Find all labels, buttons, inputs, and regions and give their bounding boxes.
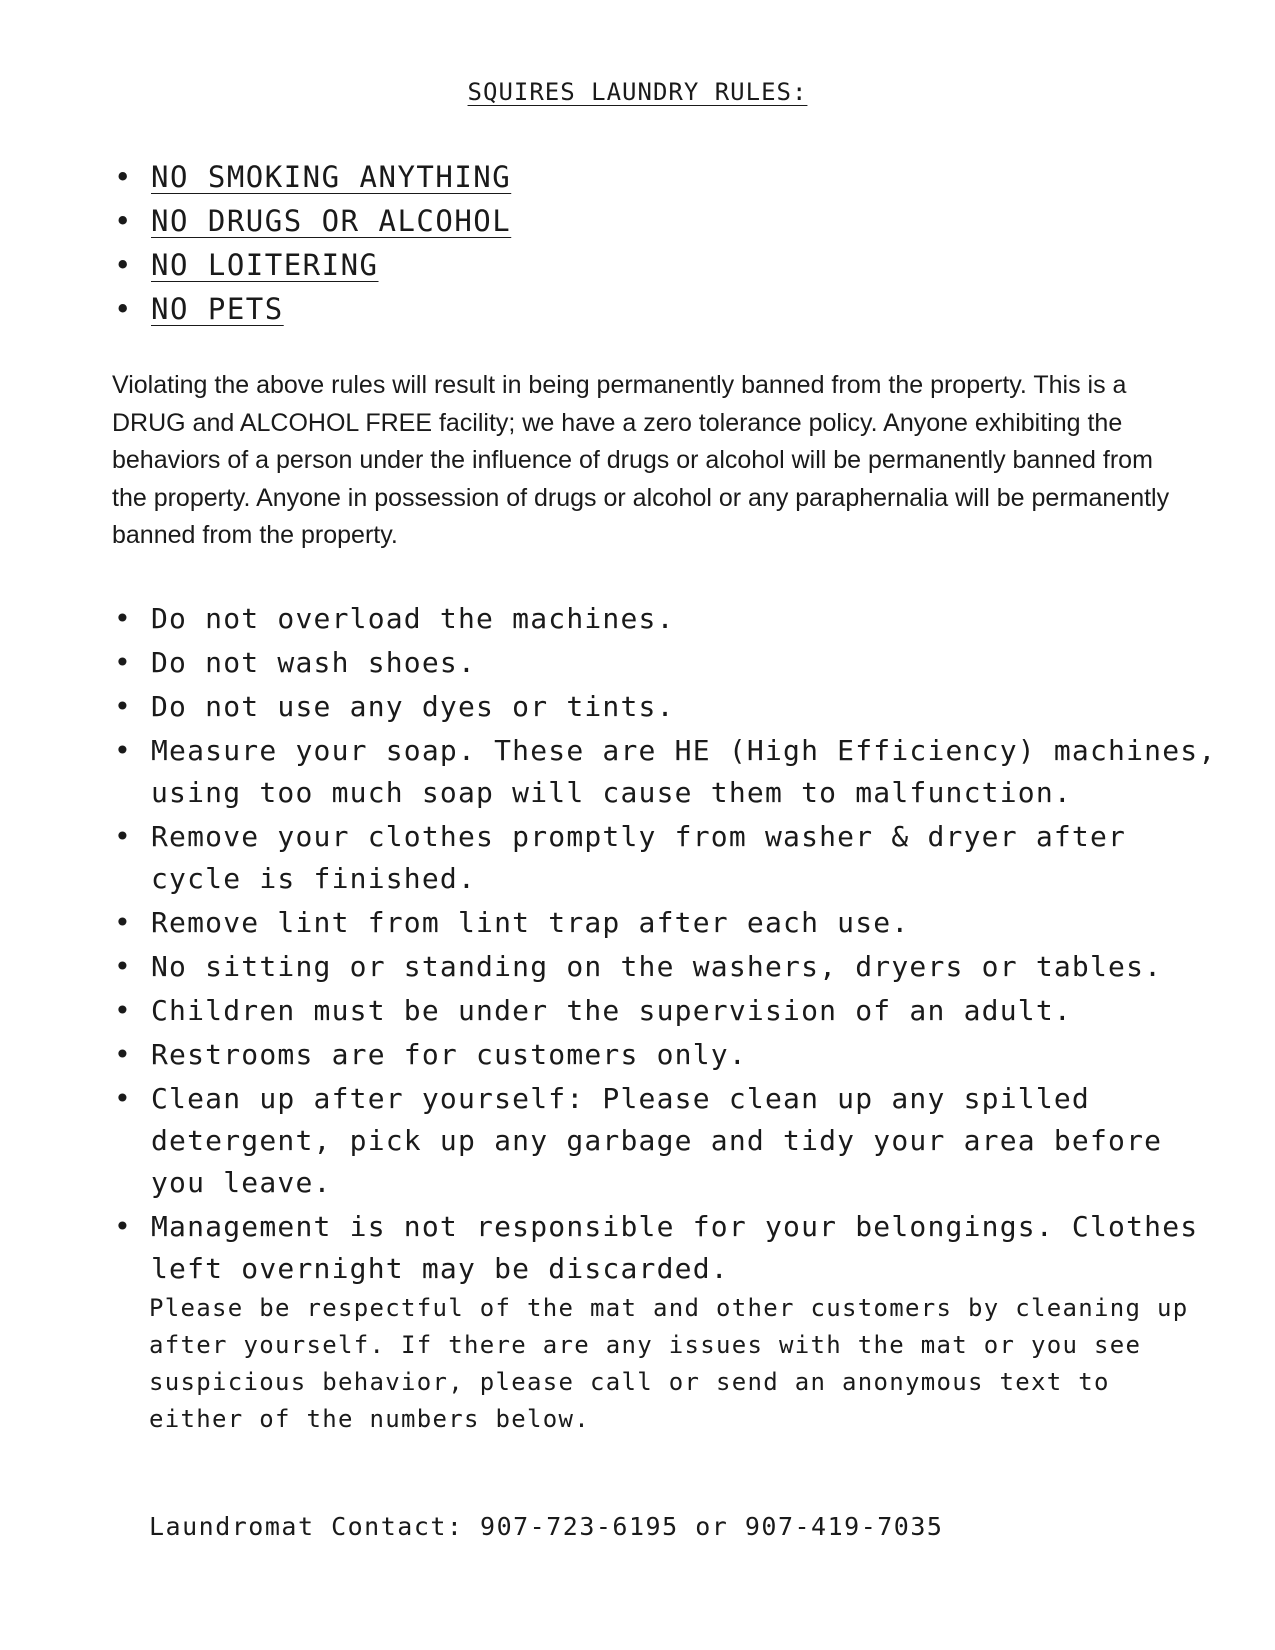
prohibition-item xyxy=(112,243,1162,287)
rule-text: No sitting or standing on the washers, dryers or tables. xyxy=(151,950,1163,983)
bullet-icon: • xyxy=(114,248,133,282)
rule-text: Do not wash shoes. xyxy=(151,646,477,679)
rule-item xyxy=(112,642,1222,684)
rule-item xyxy=(112,1078,1222,1204)
bullet-icon: • xyxy=(114,734,133,767)
bullet-icon: • xyxy=(114,690,133,723)
rule-text: Restrooms are for customers only. xyxy=(151,1038,747,1071)
prohibition-text: NO PETS xyxy=(151,292,284,326)
page-title xyxy=(0,78,1275,106)
bullet-icon: • xyxy=(114,950,133,983)
rule-item xyxy=(112,598,1222,640)
rule-text: Clean up after yourself: Please clean up any spilled detergent, pick up any garbage and tidy your area before you leave. xyxy=(151,1082,1163,1199)
rule-item xyxy=(112,730,1222,814)
rule-item xyxy=(112,902,1222,944)
bullet-icon: • xyxy=(114,1038,133,1071)
rule-item xyxy=(112,946,1222,988)
violation-paragraph: Violating the above rules will result in being permanently banned from the property. This is a DRUG and ALCOHOL FREE facility; we have a zero tolerance policy. Anyone exhibiting the behaviors of a person under the influence of drugs or alcohol will be permanently banned from the property. Anyone in possession of drugs or alcohol or any paraphernalia will be permanently banned from the property. xyxy=(112,371,1170,549)
bullet-icon: • xyxy=(114,906,133,939)
respect-paragraph: Please be respectful of the mat and other customers by cleaning up after yourself. If there are any issues with the mat or you see suspicious behavior, please call or send an anonymous text to either of the numbers below. xyxy=(149,1294,1189,1433)
rule-text: Measure your soap. These are HE (High Efficiency) machines, using too much soap will cause them to malfunction. xyxy=(151,734,1217,809)
rule-text: Remove your clothes promptly from washer & dryer after cycle is finished. xyxy=(151,820,1127,895)
rule-item xyxy=(112,816,1222,900)
prohibition-text: NO DRUGS OR ALCOHOL xyxy=(151,204,512,238)
bullet-icon: • xyxy=(114,646,133,679)
prohibitions-list xyxy=(112,155,1162,331)
bullet-icon: • xyxy=(114,602,133,635)
bullet-icon: • xyxy=(114,204,133,238)
bullet-icon: • xyxy=(114,994,133,1027)
prohibition-text: NO LOITERING xyxy=(151,248,379,282)
bullet-icon: • xyxy=(114,160,133,194)
page-title-text: SQUIRES LAUNDRY RULES: xyxy=(467,78,808,106)
bullet-icon: • xyxy=(114,1082,133,1115)
prohibition-item xyxy=(112,199,1162,243)
rule-text: Remove lint from lint trap after each use. xyxy=(151,906,910,939)
bullet-icon: • xyxy=(114,820,133,853)
rule-item xyxy=(112,990,1222,1032)
rule-text: Do not use any dyes or tints. xyxy=(151,690,675,723)
bullet-icon: • xyxy=(114,1210,133,1243)
prohibition-text: NO SMOKING ANYTHING xyxy=(151,160,512,194)
rule-item xyxy=(112,1206,1222,1290)
rule-item xyxy=(112,1034,1222,1076)
bullet-icon: • xyxy=(114,292,133,326)
rule-text: Children must be under the supervision of an adult. xyxy=(151,994,1072,1027)
rule-item xyxy=(112,686,1222,728)
prohibition-item xyxy=(112,155,1162,199)
rule-text: Management is not responsible for your belongings. Clothes left overnight may be discarded. xyxy=(151,1210,1199,1285)
rules-list xyxy=(112,598,1222,1292)
rule-text: Do not overload the machines. xyxy=(151,602,675,635)
prohibition-item xyxy=(112,287,1162,331)
contact-line: Laundromat Contact: 907-723-6195 or 907-419-7035 xyxy=(149,1512,944,1541)
